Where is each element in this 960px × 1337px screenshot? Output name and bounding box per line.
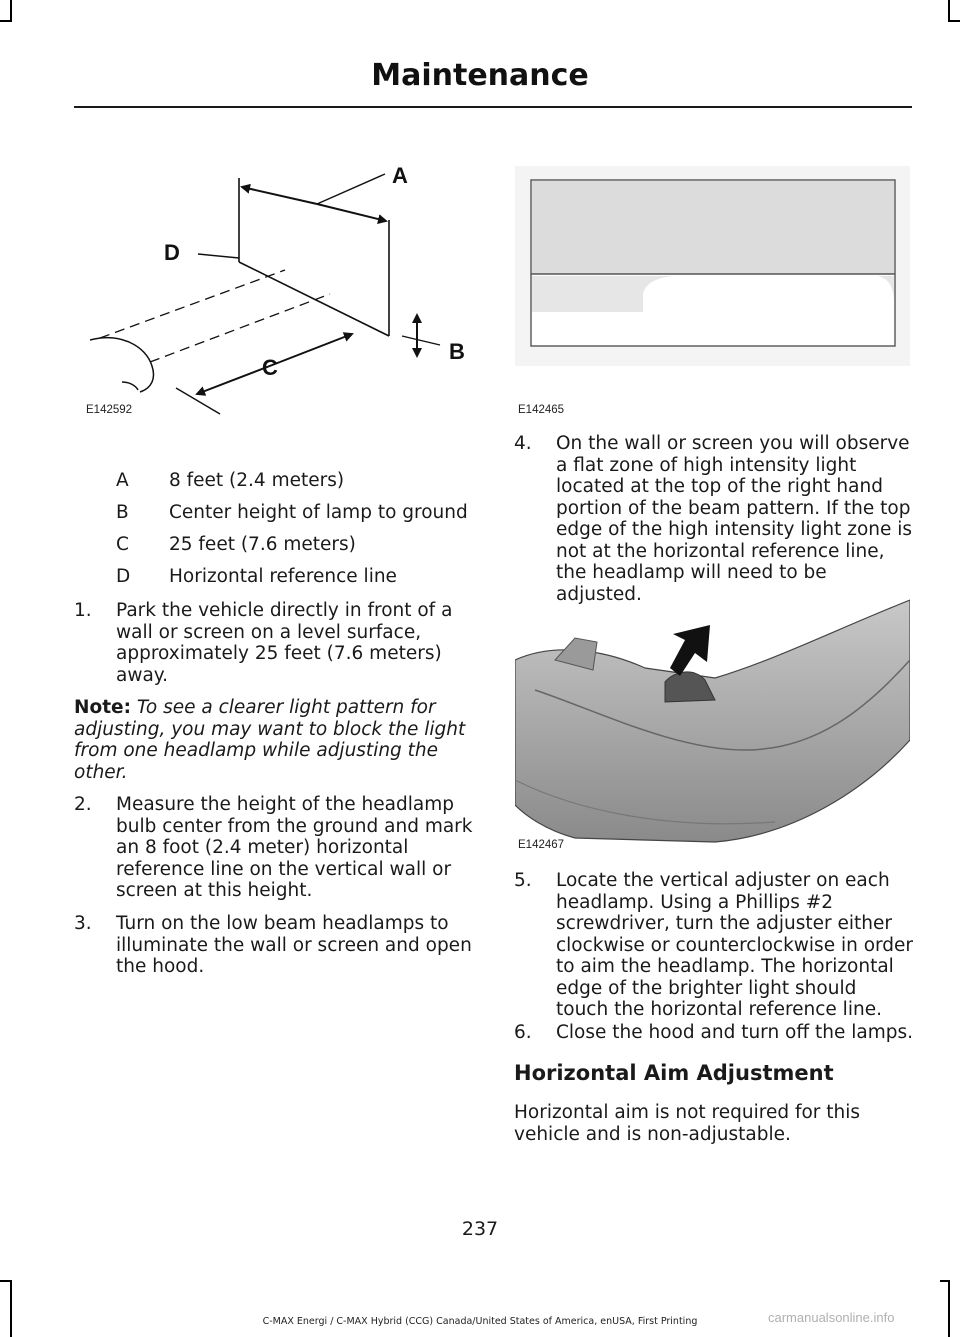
note <box>74 697 474 783</box>
figure-headlamp-adjuster <box>515 590 910 852</box>
section-heading: Horizontal Aim Adjustment <box>514 1061 834 1085</box>
crop-mark-bottom-left-h <box>0 1280 12 1282</box>
figure-beam-pattern <box>515 166 910 366</box>
label-a: A <box>392 163 408 188</box>
aiming-diagram-drawing <box>80 150 480 418</box>
figure-id-e142592: E142592 <box>86 404 133 416</box>
crop-mark-top-right-h <box>948 20 960 22</box>
beam-pattern-drawing <box>515 166 910 366</box>
step-3 <box>74 913 474 978</box>
label-c: C <box>262 355 278 380</box>
figure-aiming-diagram <box>80 150 480 418</box>
watermark: carmanualsonline.info <box>768 1310 895 1325</box>
crop-mark-bottom-right-v <box>948 1280 950 1337</box>
publication-info: C-MAX Energi / C-MAX Hybrid (CCG) Canada/United States of America, enUSA, First Printing <box>262 1316 698 1327</box>
label-d: D <box>164 240 180 265</box>
figure-id-e142467: E142467 <box>518 839 565 851</box>
note-label: Note: <box>74 697 131 718</box>
step-text: Close the hood and turn off the lamps. <box>556 1022 914 1043</box>
step-4 <box>514 433 914 605</box>
step-6 <box>514 1022 914 1044</box>
figure-id-e142465: E142465 <box>518 404 565 416</box>
headlamp-drawing <box>515 590 910 852</box>
crop-mark-top-left-h <box>0 20 12 22</box>
step-text: Locate the vertical adjuster on each headlamp. Using a Phillips #2 screwdriver, turn the adjuster either clockwise or counterclockwise in order to aim the headlamp. The horizontal edge of the brighter light should touch the horizontal reference line. <box>556 870 914 1020</box>
step-1 <box>74 600 474 686</box>
page-title: Maintenance <box>371 58 589 93</box>
pointer-arrow-icon <box>670 625 710 676</box>
step-number: 5. <box>514 870 532 891</box>
legend-key: B <box>116 502 129 523</box>
legend-key: D <box>116 566 131 587</box>
legend-value: 8 feet (2.4 meters) <box>169 470 345 491</box>
step-number: 6. <box>514 1022 532 1043</box>
page-number: 237 <box>461 1218 499 1240</box>
step-number: 2. <box>74 794 92 815</box>
legend-value: Center height of lamp to ground <box>169 502 468 523</box>
crop-mark-bottom-right-h <box>940 1280 948 1282</box>
step-number: 3. <box>74 913 92 934</box>
legend-key: C <box>116 534 129 555</box>
crop-mark-top-right-v <box>948 0 950 22</box>
step-text: On the wall or screen you will observe a flat zone of high intensity light located at the top of the right hand portion of the beam pattern. If the top edge of the high intensity light zone is not at the horizontal reference line, the headlamp will need to be adjusted. <box>556 433 913 605</box>
step-text: Park the vehicle directly in front of a wall or screen on a level surface, approximately 25 feet (7.6 meters) away. <box>116 600 453 686</box>
header-rule <box>74 106 912 108</box>
label-b: B <box>449 339 465 364</box>
legend-key: A <box>116 470 129 491</box>
crop-mark-top-left-v <box>10 0 12 22</box>
step-text: Measure the height of the headlamp bulb center from the ground and mark an 8 foot (2.4 meter) horizontal reference line on the vertical wall or screen at this height. <box>116 794 473 901</box>
step-text: Turn on the low beam headlamps to illuminate the wall or screen and open the hood. <box>116 913 472 977</box>
section-body: Horizontal aim is not required for this vehicle and is non-adjustable. <box>514 1102 861 1145</box>
step-5 <box>514 870 914 1021</box>
note-text: To see a clearer light pattern for adjusting, you may want to block the light from one headlamp while adjusting the other. <box>74 697 466 783</box>
step-2 <box>74 794 474 902</box>
step-number: 1. <box>74 600 92 621</box>
legend-value: Horizontal reference line <box>169 566 397 587</box>
crop-mark-bottom-left-v <box>10 1280 12 1337</box>
step-number: 4. <box>514 433 532 454</box>
legend-value: 25 feet (7.6 meters) <box>169 534 356 555</box>
